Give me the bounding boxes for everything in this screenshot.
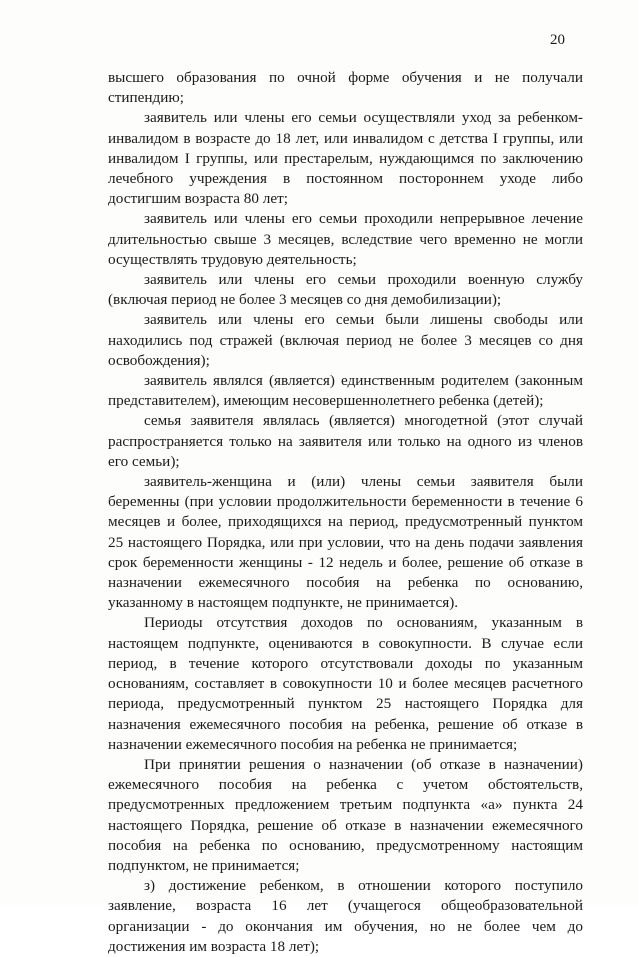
- paragraph: заявитель или члены его семьи осуществляли уход за ребенком-инвалидом в возрасте до 18 лет, или инвалидом с детства I группы, или инвалидом I группы, или престарелым, нуждающимся по заключению лечебного учреждения в постоянном постороннем уходе либо достигшим возраста 80 лет;: [108, 109, 583, 208]
- body-text: [108, 68, 583, 957]
- paragraph: Периоды отсутствия доходов по основаниям, указанным в настоящем подпункте, оцениваются в совокупности. В случае если период, в течение которого отсутствовали доходы по указанным основаниям, составляет в совокупности 10 и более месяцев расчетного периода, предусмотренный пунктом 25 настоящего Порядка для назначения ежемесячного пособия на ребенка, решение об отказе в назначении ежемесячного пособия на ребенка не принимается;: [108, 614, 583, 753]
- paragraph: высшего образования по очной форме обучения и не получали стипендию;: [108, 69, 583, 107]
- page-number: 20: [550, 32, 565, 48]
- paragraph: заявитель являлся (является) единственным родителем (законным представителем), имеющим несовершеннолетнего ребенка (детей);: [108, 372, 583, 410]
- paragraph: семья заявителя являлась (является) многодетной (этот случай распространяется только на заявителя или только на одного из членов его семьи);: [108, 412, 583, 470]
- paragraph: При принятии решения о назначении (об отказе в назначении) ежемесячного пособия на ребенка с учетом обстоятельств, предусмотренных предложением третьим подпункта «а» пункта 24 настоящего Порядка, решение об отказе в назначении ежемесячного пособия на ребенка по основанию, предусмотренному настоящим подпунктом, не принимается;: [108, 755, 583, 874]
- paragraph: заявитель или члены его семьи были лишены свободы или находились под стражей (включая период не более 3 месяцев со дня освобождения);: [108, 311, 583, 369]
- paragraph: заявитель или члены его семьи проходили военную службу (включая период не более 3 месяцев со дня демобилизации);: [108, 271, 583, 309]
- paragraph: з) достижение ребенком, в отношении которого поступило заявление, возраста 16 лет (учащегося общеобразовательной организации - до окончания им обучения, но не более чем до достижения им возраста 18 лет);: [108, 877, 583, 955]
- paragraph: заявитель-женщина и (или) члены семьи заявителя были беременны (при условии продолжительности беременности в течение 6 месяцев и более, приходящихся на период, предусмотренный пунктом 25 настоящего Порядка, или при условии, что на день подачи заявления срок беременности женщины - 12 недель и более, решение об отказе в назначении ежемесячного пособия на ребенка по основанию, указанному в настоящем подпункте, не принимается).: [108, 473, 583, 612]
- paragraph: заявитель или члены его семьи проходили непрерывное лечение длительностью свыше 3 месяцев, вследствие чего временно не могли осуществлять трудовую деятельность;: [108, 210, 583, 268]
